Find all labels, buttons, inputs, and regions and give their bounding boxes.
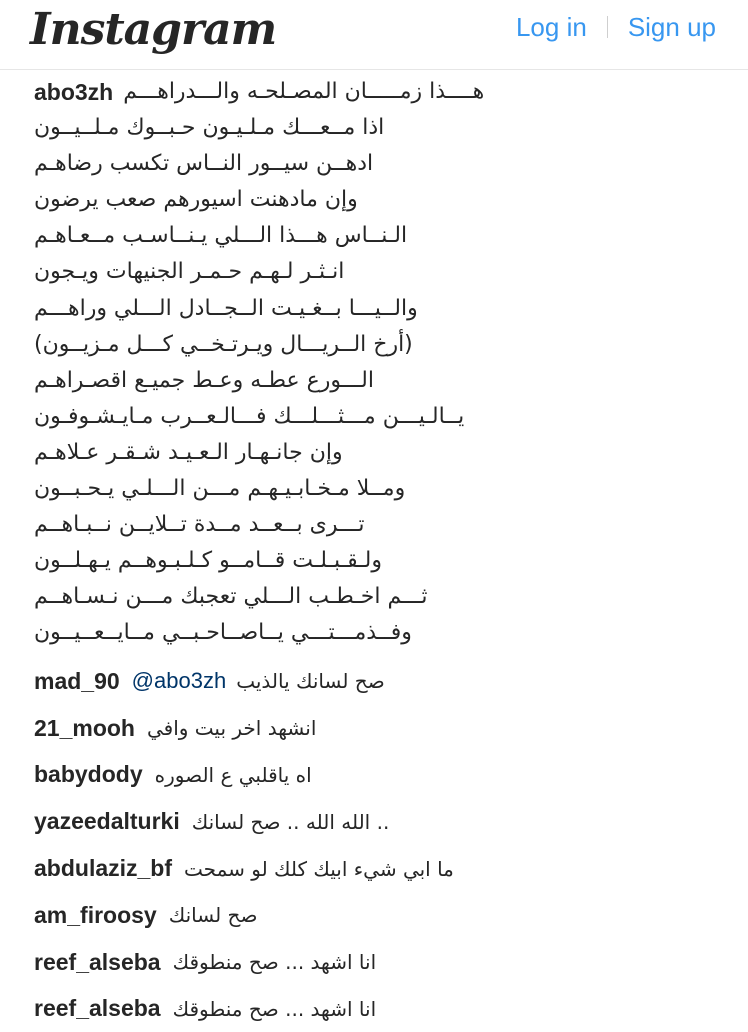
caption-line [34,218,604,254]
caption-line [34,543,604,579]
login-link[interactable]: Log in [515,11,587,42]
comment-item [34,752,724,799]
comment-item [34,658,724,705]
caption-line [34,363,604,399]
nav-divider [607,16,608,38]
caption-line: هــــذا زمـــــان المصـلحـه والـــدراهـــم [123,79,485,105]
caption-line [34,254,604,290]
comment-text: ما ابي شيء ابيك كلك لو سمحت [184,856,454,881]
comment-username[interactable]: reef_alseba [34,995,161,1022]
comment-text: انا اشهد ... صح منطوقك [172,950,377,975]
comment-item [34,986,724,1032]
caption-line-text: ولـقـبـلـت قــامــو كـلـبـوهــم يـهـلــون [34,548,382,574]
post-caption [34,74,604,652]
caption-line-text: ادهــن سيــور النــاس تكسب رضاهـم [34,151,374,177]
caption-line [34,327,604,363]
caption-line [34,615,604,651]
comment-text: الله الله .. صح لسانك .. [191,809,390,834]
signup-link[interactable]: Sign up [627,11,716,42]
comment-item [34,798,724,845]
caption-line [34,146,604,182]
comment-list [34,658,724,1032]
comment-item [34,892,724,939]
caption-line-text: اذا مــعـــك مـلـيـون حـبــوك مـلــيــون [34,115,385,141]
caption-line [34,435,604,471]
caption-line-text: انـثـر لـهـم حـمـر الجنيهات ويـجون [34,259,345,285]
comment-username[interactable]: babydody [34,761,143,788]
comment-text: انشهد اخر بيت وافي [146,716,317,741]
top-navigation-bar [0,0,748,70]
caption-line-text: وإن مادهنت اسيورهم صعب يرضون [34,187,358,213]
caption-line [34,291,604,327]
caption-line [34,471,604,507]
instagram-logo[interactable]: Instagram [30,4,277,55]
caption-author-username[interactable]: abo3zh [34,79,114,106]
caption-line-text: يــالـيـــن مـــثـــلـــك فـــالـعــرب مـايـشـوفـون [34,403,465,429]
comment-username[interactable]: 21_mooh [34,714,135,741]
comment-item [34,845,724,892]
comment-text: انا اشهد ... صح منطوقك [172,996,377,1021]
caption-first-line [34,74,604,110]
comment-username[interactable]: mad_90 [34,667,120,694]
comment-username[interactable]: am_firoosy [34,901,157,928]
comment-item [34,705,724,752]
caption-line-text: وفــذمـــتـــي يــاصــاحـبــي مــايــعــيــون [34,620,412,646]
caption-line [34,507,604,543]
auth-links [516,10,716,44]
comment-mention[interactable]: @abo3zh [131,668,227,694]
caption-line [34,579,604,615]
caption-line-text: ثـــم اخـطـب الـــلي تعجبك مـــن نـسـاهــم [34,584,428,610]
comment-username[interactable]: yazeedalturki [34,808,180,835]
caption-line-text: وإن جانـهـار الـعـيـد شـقـر عـلاهـم [34,439,343,465]
caption-line [34,399,604,435]
caption-line-text: الـنــاس هـــذا الـــلي يـنــاسـب مــعـاهـم [34,223,408,249]
caption-line-text: ومــلا مـخـابـيـهـم مـــن الـــلـي يـحـبــون [34,476,406,502]
comment-text: صح لسانك يالذيب [236,669,385,694]
caption-line-text: (أرخ الــريـــال ويـرتـخــي كـــل مـزيــون) [34,331,413,357]
caption-line-text: تـــرى بــعــد مــدة تــلايــن نــبـاهــم [34,512,365,538]
comment-text: صح لسانك [168,903,258,928]
comment-username[interactable]: reef_alseba [34,948,161,975]
comment-item [34,939,724,986]
comment-text: اه ياقلبي ع الصوره [154,762,312,787]
caption-line-text: والــيـــا بــغـيـت الــجــادل الـــلي وراهـــم [34,295,418,321]
comment-username[interactable]: abdulaziz_bf [34,855,173,882]
caption-line [34,110,604,146]
caption-line-text: الـــورع عطـه وعـط جميـع اقصـراهـم [34,367,374,393]
caption-line [34,182,604,218]
